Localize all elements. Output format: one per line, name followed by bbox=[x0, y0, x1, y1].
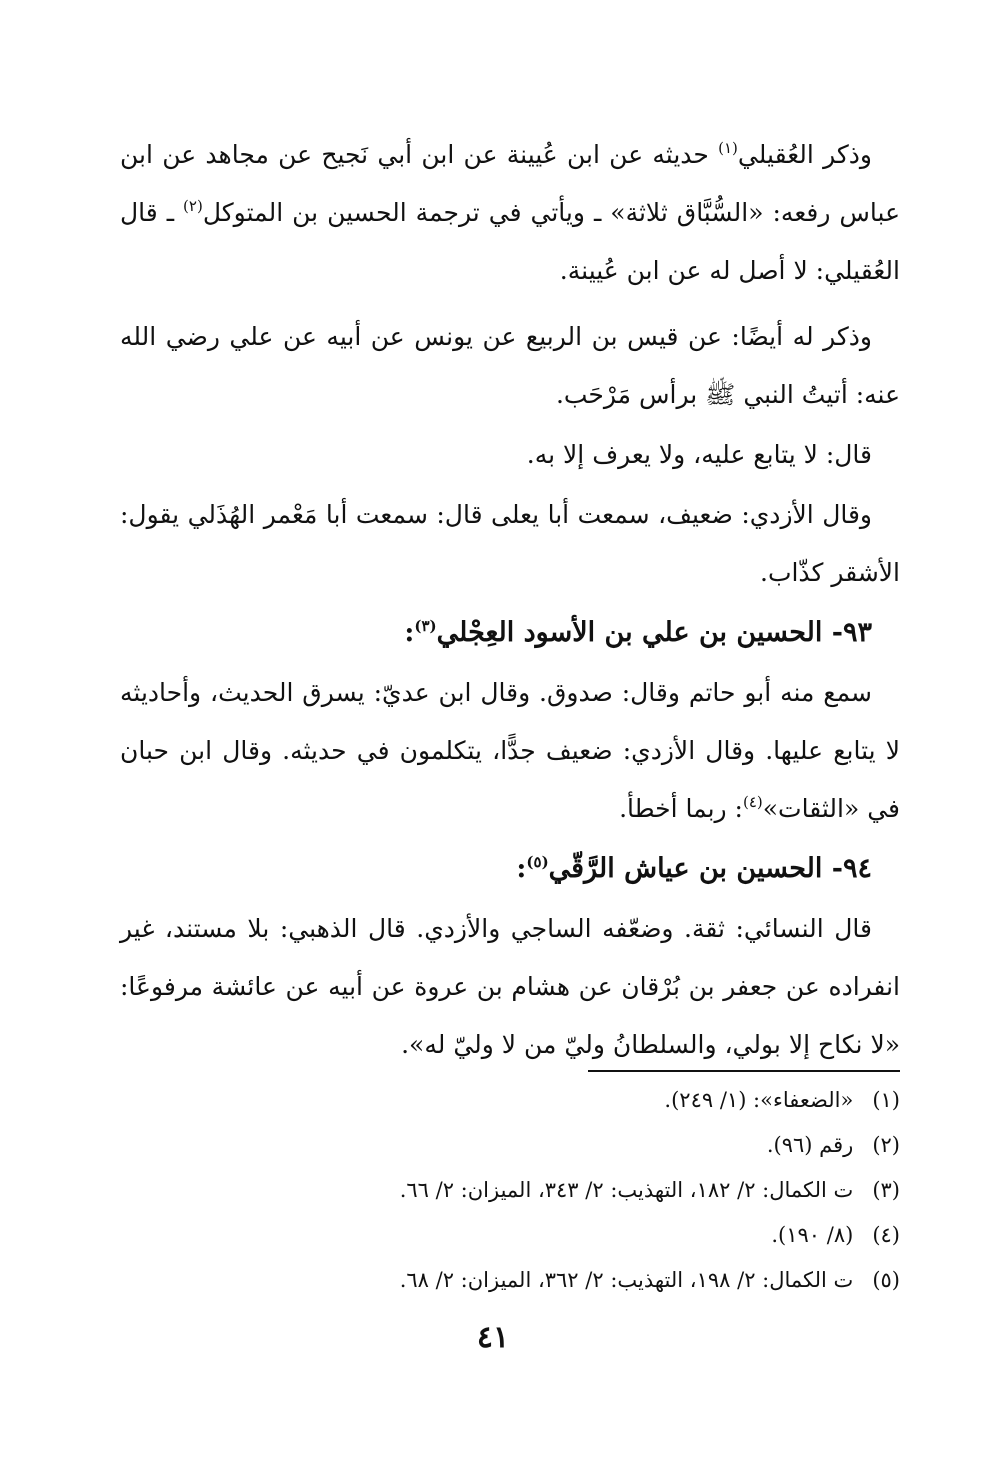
footnote-number: (٣) bbox=[872, 1178, 900, 1202]
paragraph-text: : ربما أخطأ. bbox=[619, 794, 743, 823]
paragraph-text: قال النسائي: ثقة. وضعّفه الساجي والأزدي. قال الذهبي: بلا مستند، غير انفراده عن جعفر بن بُرْقان عن هشام بن عروة عن أبيه عن عائشة مرفوعًا: «لا نكاح إلا بولي، والسلطانُ وليّ من لا وليّ له». bbox=[120, 914, 900, 1059]
paragraph-qays bbox=[120, 308, 900, 424]
footnote-text: ت الكمال: ٢/ ١٨٢، التهذيب: ٢/ ٣٤٣، الميزان: ٢/ ٦٦. bbox=[399, 1178, 854, 1202]
paragraph-uqayli bbox=[120, 126, 900, 300]
footnote-ref-3: (٣) bbox=[414, 617, 437, 635]
footnote-item bbox=[250, 1123, 900, 1168]
paragraph-entry-94 bbox=[120, 900, 900, 1074]
paragraph-azdi bbox=[120, 486, 900, 602]
paragraph-text: قال: لا يتابع عليه، ولا يعرف إلا به. bbox=[526, 440, 872, 469]
heading-text: ٩٣- الحسين بن علي بن الأسود العِجْلي bbox=[436, 617, 872, 648]
paragraph-text: سمع منه أبو حاتم وقال: صدوق. وقال ابن عديّ: يسرق الحديث، وأحاديثه لا يتابع عليها. وقال الأزدي: ضعيف جدًّا، يتكلمون في حديثه. وقال ابن حبان في «الثقات» bbox=[120, 678, 900, 823]
paragraph-text: وقال الأزدي: ضعيف، سمعت أبا يعلى قال: سمعت أبا مَعْمر الهُذَلي يقول: الأشقر كذّاب. bbox=[120, 500, 900, 587]
heading-colon: : bbox=[516, 853, 527, 884]
footnote-number: (٤) bbox=[872, 1223, 900, 1247]
footnote-separator bbox=[588, 1070, 900, 1072]
entry-heading-93 bbox=[120, 604, 900, 662]
footnote-number: (٥) bbox=[872, 1268, 900, 1292]
entry-heading-94 bbox=[120, 840, 900, 898]
page-number: ٤١ bbox=[476, 1320, 510, 1355]
footnote-ref-5: (٥) bbox=[526, 853, 549, 871]
footnote-item bbox=[250, 1258, 900, 1303]
paragraph-text: وذكر العُقيلي bbox=[737, 140, 872, 169]
footnote-ref-4: (٤) bbox=[742, 793, 763, 811]
paragraph-la-yutaba bbox=[120, 426, 900, 484]
paragraph-text: حديثه عن ابن عُيينة عن ابن أبي نَجيح عن مجاهد عن ابن عباس رفعه: «السُّبَّاق ثلاثة» ـ ويأتي في ترجمة الحسين بن المتوكل bbox=[120, 140, 901, 227]
footnote-number: (٢) bbox=[872, 1133, 900, 1157]
paragraph-entry-93 bbox=[120, 664, 900, 838]
heading-colon: : bbox=[404, 617, 415, 648]
footnote-ref-1: (١) bbox=[718, 139, 738, 157]
footnote-item bbox=[250, 1213, 900, 1258]
paragraph-text: وذكر له أيضًا: عن قيس بن الربيع عن يونس عن أبيه عن علي رضي الله عنه: أتيتُ النبي ﷺ برأس مَرْحَب. bbox=[120, 322, 900, 409]
footnote-text: (٨/ ١٩٠). bbox=[771, 1223, 854, 1247]
footnote-text: ت الكمال: ٢/ ١٩٨، التهذيب: ٢/ ٣٦٢، الميزان: ٢/ ٦٨. bbox=[399, 1268, 854, 1292]
heading-text: ٩٤- الحسين بن عياش الرَّقّي bbox=[548, 853, 872, 884]
footnote-ref-2: (٢) bbox=[183, 197, 203, 215]
footnote-item bbox=[250, 1168, 900, 1213]
footnotes bbox=[250, 1078, 900, 1303]
footnote-number: (١) bbox=[872, 1088, 900, 1112]
main-text bbox=[120, 126, 900, 1074]
footnote-item bbox=[250, 1078, 900, 1123]
paragraph-text: ـ قال العُقيلي: لا أصل له عن ابن عُيينة. bbox=[120, 198, 900, 285]
footnote-text: رقم (٩٦). bbox=[766, 1133, 854, 1157]
footnote-text: «الضعفاء»: (١/ ٢٤٩). bbox=[664, 1088, 854, 1112]
